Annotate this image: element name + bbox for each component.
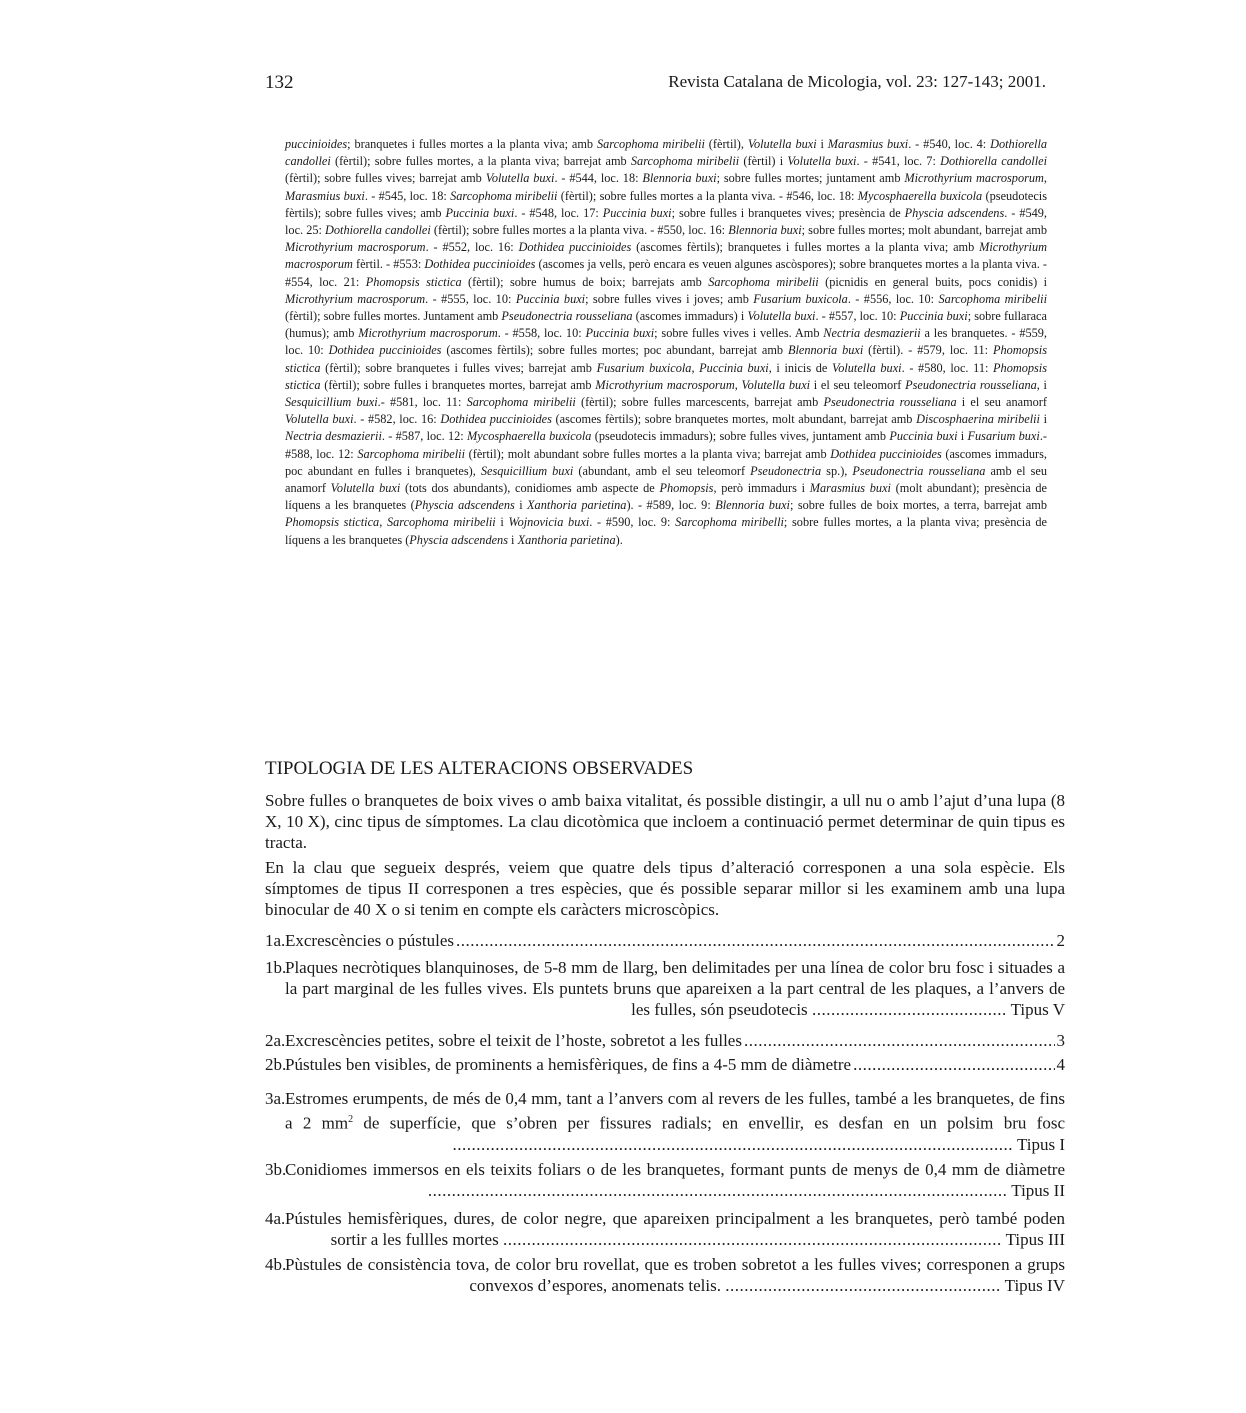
taxon-name: Microthyrium macrosporum (595, 377, 735, 392)
record-text: i (514, 498, 528, 513)
key-entry-text: Excrescències petites, sobre el teixit de l’hoste, sobretot a les fulles (285, 1031, 742, 1050)
key-entry: 4a. Pústules hemisfèriques, dures, de color negre, que apareixen principalment a les branquetes, però també poden sortir a les fullles mortes ......................................................................................................... Tipus III (265, 1209, 1065, 1249)
taxon-name: Sarcophoma miribelii (938, 291, 1047, 306)
key-entry-number: 4a. (265, 1209, 286, 1228)
key-entry-result: 4 (1056, 1055, 1065, 1074)
record-text: (fèrtil) i (739, 154, 788, 169)
taxon-name: Puccinia buxi (889, 429, 958, 444)
record-text: (picnidis en general buits, pocs conidis) i (818, 274, 1048, 289)
specimen-records-paragraph (285, 136, 1047, 549)
taxon-name: Volutella buxi (832, 360, 902, 375)
taxon-name: Blennoria buxi (715, 498, 790, 513)
record-text: . - #541, loc. 7: (856, 154, 941, 169)
record-text: i el seu anamorf (956, 395, 1047, 410)
taxon-name: Blennoria buxi (642, 171, 717, 186)
record-text: (fèrtil); sobre fulles i branquetes mortes, barrejat amb (320, 377, 596, 392)
taxon-name: Microthyrium macrosporum (285, 240, 426, 255)
key-entry: 4b. Pùstules de consistència tova, de color bru rovellat, que es troben sobretot a les fulles vives; corresponen a grups convexos d’espores, anomenats telis. .......................................................... Tipus IV (265, 1255, 1065, 1295)
record-text: . - #540, loc. 4: (908, 137, 991, 151)
taxon-name: Dothiorella candollei (325, 223, 431, 238)
record-text: , i (1036, 377, 1047, 392)
page-header (265, 72, 1046, 98)
key-couplet-1 (265, 930, 1065, 1020)
taxon-name: Puccinia buxi (602, 205, 672, 220)
key-entry (265, 1054, 1065, 1075)
taxon-name: Dothidea puccinioides (830, 446, 942, 461)
key-entry-text: Pùstules de consistència tova, de color bru rovellat, que es troben sobretot a les fulles vives; corresponen a grups convexos d’espores, anomenats telis. (285, 1255, 1065, 1295)
taxon-name: Pseudonectria (750, 463, 822, 478)
record-text: . - #552, loc. 16: (425, 240, 519, 255)
taxon-name: Volutella buxi (747, 309, 816, 324)
key-entry: 3a. Estromes erumpents, de més de 0,4 mm, tant a l’anvers com al revers de les fulles, també a les branquetes, de fins a 2 $mm^2$ de superfície, que s’obren per fissures radials; en envellir, es desfan en un polsim bru fosc ...................................................................................................................... Tipus I (265, 1089, 1066, 1154)
taxon-name: Sesquicillium buxi (480, 463, 574, 478)
body-paragraph: En la clau que segueix després, veiem que quatre dels tipus d’alteració corresponen a una sola espècie. Els símptomes de tipus II corresponen a tres espècies, que és possible separar millor si les examinem amb una lupa binocular de 40 X o si tenim en compte els caràcters microscòpics. (265, 858, 1065, 919)
taxon-name: Xanthoria parietina (517, 532, 616, 547)
section-heading: TIPOLOGIA DE LES ALTERACIONS OBSERVADES (265, 758, 694, 779)
taxon-name: Sarcophoma miribelii (466, 395, 576, 410)
journal-citation: Revista Catalana de Micologia, vol. 23: 127-143; 2001. (668, 72, 1046, 91)
taxon-name: Pseudonectria rousseliana (501, 309, 633, 324)
record-text: (ascomes ja vells, però encara es veuen algunes ascòspores); sobre branquetes mortes a la planta viva. - #554, loc. 21: (285, 257, 1047, 289)
record-text: (fèrtil); sobre branquetes i fulles vives; barrejat amb (320, 360, 597, 375)
taxon-name: Dothiorella candollei (940, 154, 1048, 169)
taxon-name: Sarcophoma miribelii (708, 274, 819, 289)
key-couplet-3 (265, 1088, 1065, 1201)
taxon-name: Blennoria buxi (787, 343, 864, 358)
taxon-name: Puccinia buxi (585, 326, 655, 341)
taxon-name: Pseudonectria rousseliana (905, 377, 1037, 392)
record-text: (fèrtil), (704, 137, 748, 151)
key-entry-result: Tipus III (1005, 1230, 1065, 1249)
record-text: fèrtil. - #553: (352, 257, 425, 272)
taxon-name: Sarcophoma miribelii (630, 154, 740, 169)
record-text: (fèrtil); sobre fulles vives; barrejat amb (285, 171, 486, 186)
record-text: ; sobre fulles de boix mortes, a terra, barrejat amb (789, 498, 1047, 513)
record-text: . - #590, loc. 9: (589, 515, 676, 530)
record-text: , (379, 515, 387, 530)
taxon-name: Physcia adscendens (904, 205, 1005, 220)
record-text: ; sobre fulles mortes, a la planta viva; presència de líquens a les branquetes ( (285, 515, 1047, 547)
record-text: (ascomes immadurs) i (632, 309, 748, 324)
taxon-name: Microthyrium macrosporum (904, 171, 1044, 186)
record-text: (fèrtil). - #579, loc. 11: (863, 343, 993, 358)
record-text: i (495, 515, 509, 530)
taxon-name: Puccinia buxi (515, 291, 586, 306)
taxon-name: Sarcophoma miribelii (596, 137, 705, 151)
record-text: ; sobre fullaraca (humus); amb (285, 309, 1047, 341)
key-entry-number: 3b. (265, 1159, 287, 1179)
key-entry-result: 3 (1056, 1031, 1065, 1050)
record-text: . - #587, loc. 12: (381, 429, 468, 444)
specimen-records (285, 136, 1047, 549)
taxon-name: Phomopsis stictica (285, 515, 380, 530)
taxon-name: Discosphaerina miribelii (916, 412, 1040, 427)
taxon-name: Nectria desmazierii (823, 326, 921, 341)
taxon-name: puccinioides (285, 137, 348, 151)
taxon-name: Volutella buxi (787, 154, 857, 169)
key-entry-number: 1a. (265, 931, 286, 950)
record-text: ; branquetes i fulles mortes a la planta viva; amb (347, 137, 597, 151)
taxon-name: Physcia adscendens (409, 532, 508, 547)
taxon-name: Sesquicillium buxi (285, 395, 378, 410)
key-entry-number: 2a. (265, 1031, 286, 1050)
section-body (265, 790, 1065, 924)
record-text: i el seu teleomorf (810, 377, 906, 392)
key-entry: 3b. Conidiomes immersos en els teixits foliars o de les branquetes, formant punts de menys de 0,4 mm de diàmetre .......................................................................................................................... Tipus II (265, 1159, 1065, 1200)
taxon-name: Microthyrium macrosporum (358, 326, 498, 341)
record-text: ; sobre fulles mortes; molt abundant, barrejat amb (801, 223, 1048, 238)
record-text: (abundant, amb el seu teleomorf (573, 463, 751, 478)
taxon-name: Xanthoria parietina (527, 498, 627, 513)
key-entry-number: 2b. (265, 1055, 287, 1074)
record-text: (ascomes fèrtils); sobre fulles mortes; poc abundant, barrejat amb (441, 343, 788, 358)
key-entry-result: Tipus II (1011, 1180, 1065, 1200)
taxon-name: Volutella buxi (485, 171, 555, 186)
taxon-name: Wojnovicia buxi (508, 515, 590, 530)
record-text: (fèrtil); molt abundant sobre fulles mortes a la planta viva; barrejat amb (465, 446, 831, 461)
taxon-name: Marasmius buxi (827, 137, 909, 151)
taxon-name: Microthyrium macrosporum (285, 291, 426, 306)
taxon-name: Dothidea puccinioides (328, 343, 442, 358)
taxon-name: Volutella buxi (330, 481, 401, 496)
taxon-name: Dothidea puccinioides (440, 412, 552, 427)
record-text: (ascomes fèrtils); branquetes i fulles mortes a la planta viva; amb (631, 240, 980, 255)
record-text: ; sobre fulles i branquetes vives; presència de (671, 205, 905, 220)
taxon-name: Physcia adscendens (414, 498, 515, 513)
taxon-name: Fusarium buxicola (596, 360, 692, 375)
taxon-name: Marasmius buxi (809, 481, 891, 496)
taxon-name: Microthyrium macrosporum (285, 240, 1047, 272)
record-text: (pseudotecis fèrtils); sobre fulles vives; amb (285, 188, 1048, 220)
record-text: ; sobre fulles vives i velles. Amb (654, 326, 824, 341)
record-text: i (957, 429, 968, 444)
record-text: i (507, 532, 518, 547)
record-text: . - #558, loc. 10: (497, 326, 586, 341)
taxon-name: Phomopsis (659, 481, 714, 496)
record-text: . - #548, loc. 17: (514, 205, 603, 220)
taxon-name: Pseudonectria rousseliana (823, 395, 957, 410)
key-entry-text: Pústules ben visibles, de prominents a hemisfèriques, de fins a 4-5 mm de diàmetre (285, 1055, 852, 1074)
record-text: (fèrtil); sobre humus de boix; barrejats amb (461, 274, 709, 289)
record-text: . - #555, loc. 10: (425, 291, 516, 306)
taxon-name: Sarcophoma miribelii (450, 188, 558, 203)
record-text: ; sobre fulles mortes; juntament amb (716, 171, 905, 186)
record-text: , (691, 360, 700, 375)
taxon-name: Volutella buxi (747, 137, 817, 151)
taxon-name: Pseudonectria rousseliana (852, 463, 986, 478)
taxon-name: Phomopsis stictica (285, 360, 1048, 392)
record-text: amb el seu anamorf (285, 463, 1047, 496)
taxon-name: Puccinia buxi (445, 205, 515, 220)
key-couplet-4 (265, 1208, 1065, 1296)
record-text: .- #588, loc. 12: (285, 429, 1047, 461)
taxon-name: Sarcophoma miribelii (357, 446, 466, 461)
record-text: (fèrtil); sobre fulles mortes a la planta viva. - #546, loc. 18: (557, 188, 858, 203)
record-text: , però immadurs i (713, 481, 810, 496)
key-entry-superscript: 2 (348, 1114, 354, 1125)
record-text: sp.), (821, 463, 853, 478)
key-entry-text: Plaques necròtiques blanquinoses, de 5-8 mm de llarg, ben delimitades per una línea de color bru fosc i situades a la part marginal de les fulles vives. Els puntets bruns que apareixen a la part central de les plaques, a l’anvers de les fulles, són pseudotecis (285, 958, 1065, 1019)
record-text: , (1043, 171, 1047, 186)
record-text: . - #580, loc. 11: (901, 360, 994, 375)
record-text: . - #549, loc. 25: (285, 205, 1047, 238)
taxon-name: Volutella buxi (741, 377, 811, 392)
record-text: . - #545, loc. 18: (364, 188, 451, 203)
record-text: (ascomes fèrtils); sobre branquetes mortes, molt abundant, barrejat amb (551, 412, 917, 427)
key-entry-text: Conidiomes immersos en els teixits foliars o de les branquetes, formant punts de menys de 0,4 mm de diàmetre (285, 1159, 1065, 1179)
taxon-name: Mycosphaerella buxicola (467, 429, 592, 444)
taxon-name: Nectria desmazierii (285, 429, 382, 444)
key-entry (265, 1030, 1065, 1051)
key-entry: 1b. Plaques necròtiques blanquinoses, de 5-8 mm de llarg, ben delimitades per una línea de color bru fosc i situades a la part marginal de les fulles vives. Els puntets bruns que apareixen a la part central de les plaques, a l’anvers de les fulles, són pseudotecis ......................................... Tipus V (265, 958, 1065, 1019)
record-text: (molt abundant); presència de líquens a les branquetes ( (285, 481, 1048, 513)
key-couplet-2 (265, 1030, 1065, 1075)
record-text: (ascomes immadurs, poc abundant en fulles i branquetes), (285, 446, 1047, 478)
record-text: . - #556, loc. 10: (847, 291, 939, 306)
body-paragraph: Sobre fulles o branquetes de boix vives o amb baixa vitalitat, és possible distingir, a ull nu o amb l’ajut d’una lupa (8 X, 10 X), cinc tipus de símptomes. La clau dicotòmica que incloem a continuació permet determinar de quin tipus es tracta. (265, 791, 1065, 852)
record-text: .- #581, loc. 11: (377, 395, 467, 410)
key-entry-result: Tipus IV (1004, 1276, 1065, 1295)
record-text: a les branquetes. - #559, loc. 10: (285, 326, 1047, 358)
key-entry (265, 930, 1065, 951)
taxon-name: Volutella buxi (285, 412, 354, 427)
key-entry-result: 2 (1056, 931, 1065, 950)
record-text: (fèrtil); sobre fulles mortes a la planta viva. - #550, loc. 16: (430, 223, 729, 238)
taxon-name: Puccinia buxi (899, 309, 968, 324)
record-text: ). (615, 532, 623, 547)
key-entry-number: 3a. (265, 1089, 286, 1108)
taxon-name: Fusarium buxi (967, 429, 1040, 444)
record-text: i (1039, 412, 1048, 427)
key-entry-result: Tipus V (1010, 1000, 1065, 1019)
record-text: (fèrtil); sobre fulles marcescents, barrejat amb (575, 395, 824, 410)
record-text: (pseudotecis immadurs); sobre fulles vives, juntament amb (591, 429, 890, 444)
taxon-name: Mycosphaerella buxicola (857, 188, 983, 203)
record-text: (tots dos abundants), conidiomes amb aspecte de (400, 481, 660, 496)
record-text: , (734, 377, 742, 392)
key-entry-text: Pústules hemisfèriques, dures, de color negre, que apareixen principalment a les branquetes, però també poden sortir a les fullles mortes (285, 1209, 1065, 1249)
record-text: (fèrtil); sobre fulles mortes, a la planta viva; barrejat amb (330, 154, 631, 169)
record-text: . - #582, loc. 16: (353, 412, 441, 427)
taxon-name: Dothidea puccinioides (518, 240, 632, 255)
key-entry-number: 4b. (265, 1255, 287, 1274)
taxon-name: Phomopsis stictica (285, 343, 1047, 375)
taxon-name: Marasmius buxi (285, 188, 365, 203)
key-entry-text: de superfície, que s’obren per fissures radials; en envellir, es desfan en un polsim bru fosc (353, 1113, 1066, 1133)
page-number: 132 (265, 72, 294, 93)
taxon-name: Phomopsis stictica (365, 274, 462, 289)
key-entry-result: Tipus I (1016, 1134, 1065, 1154)
record-text: ; sobre fulles vives i joves; amb (585, 291, 754, 306)
record-text: i (816, 137, 828, 151)
taxon-name: Fusarium buxicola (753, 291, 848, 306)
key-entry-text: Estromes erumpents, de més de 0,4 mm, tant a l’anvers com al revers de les fulles, també a les branquetes, de fins a 2 mm (285, 1089, 1065, 1133)
key-entry-number: 1b. (265, 958, 287, 977)
taxon-name: Dothidea puccinioides (424, 257, 536, 272)
record-text: ). - #589, loc. 9: (626, 498, 716, 513)
taxon-name: Dothiorella candollei (285, 137, 1048, 169)
taxon-name: Puccinia buxi (699, 360, 769, 375)
record-text: . - #544, loc. 18: (554, 171, 643, 186)
taxon-name: Blennoria buxi (728, 223, 802, 238)
taxon-name: Sarcophoma miribelli (675, 515, 784, 530)
record-text: , i inicis de (768, 360, 833, 375)
record-text: (fèrtil); sobre fulles mortes. Juntament amb (285, 309, 502, 324)
taxon-name: Sarcophoma miribelii (386, 515, 496, 530)
key-entry-text: Excrescències o pústules (285, 931, 454, 950)
record-text: . - #557, loc. 10: (815, 309, 900, 324)
